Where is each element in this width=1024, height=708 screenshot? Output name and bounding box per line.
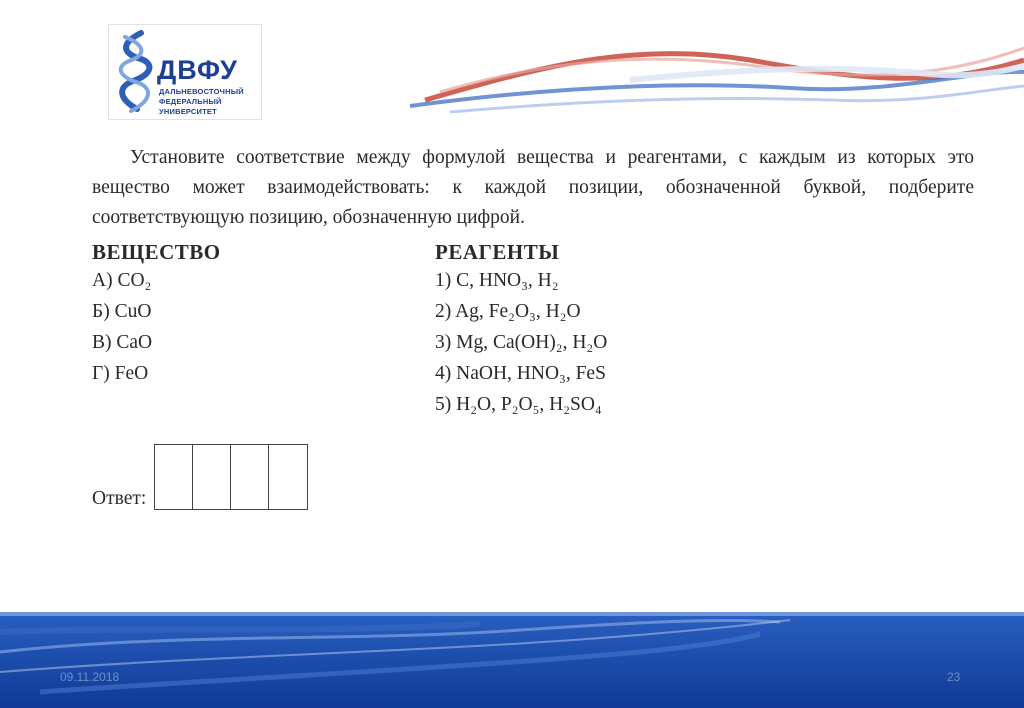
header-wave-decoration	[330, 0, 1024, 150]
logo-sub-line-2: ФЕДЕРАЛЬНЫЙ	[159, 97, 222, 106]
page-number: 23	[947, 670, 961, 684]
logo-sub-line-3: УНИВЕРСИТЕТ	[159, 107, 217, 116]
reagent-item: 4) NaOH, HNO₃, FeS	[435, 363, 606, 384]
task-text: Установите соответствие между формулой вещества и реагентами, с каждым из которых это вещество может взаимодействовать: к каждой позиции, обозначенной буквой, подберите соответствующую позицию, обозначенную цифрой.	[92, 147, 974, 228]
answer-label: Ответ:	[92, 488, 147, 509]
footer-wave-decoration	[0, 612, 1024, 708]
substances-heading: ВЕЩЕСТВО	[92, 240, 221, 264]
footer-date: 09.11.2018	[60, 670, 120, 684]
footer-band	[0, 612, 1024, 708]
substance-item: Б) CuO	[92, 301, 152, 322]
reagent-item: 3) Mg, Ca(OH)₂, H₂O	[435, 332, 608, 353]
reagent-item: 1) C, HNO₃, H₂	[435, 270, 559, 291]
substance-item: Г) FeO	[92, 363, 149, 384]
task-statement	[92, 143, 974, 233]
answer-cell-v[interactable]	[231, 445, 269, 509]
answer-cell-g[interactable]	[269, 445, 307, 509]
reagents-heading: РЕАГЕНТЫ	[435, 240, 560, 264]
helix-icon	[111, 29, 159, 115]
reagent-item: 5) H₂O, P₂O₅, H₂SO₄	[435, 394, 602, 415]
dvfu-logo	[108, 24, 262, 120]
substance-item: В) CaO	[92, 332, 153, 353]
answer-cell-a[interactable]	[155, 445, 193, 509]
logo-name: ДВФУ	[157, 55, 238, 85]
reagent-item: 2) Ag, Fe₂O₃, H₂O	[435, 301, 581, 322]
logo-sub-line-1: ДАЛЬНЕВОСТОЧНЫЙ	[159, 87, 244, 96]
answer-grid	[154, 444, 308, 510]
answer-cell-b[interactable]	[193, 445, 231, 509]
substance-item: А) CO₂	[92, 270, 152, 291]
